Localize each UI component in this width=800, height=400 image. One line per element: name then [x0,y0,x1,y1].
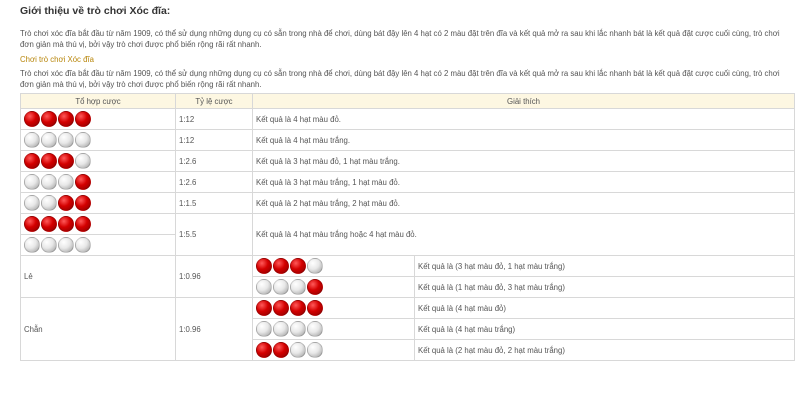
red-ball-icon [75,111,91,127]
explain-cell: Kết quả là (4 hạt màu đỏ) [415,298,795,319]
white-ball-icon [273,279,289,295]
red-ball-icon [41,153,57,169]
table-row-le [21,256,795,277]
odds-cell: 1:2.6 [176,172,253,193]
odds-cell: 1:1.5 [176,193,253,214]
explain-cell: Kết quả là (1 hạt màu đỏ, 3 hạt màu trắng) [415,277,795,298]
explain-cell: Kết quả là (4 hạt màu trắng) [415,319,795,340]
white-ball-icon [24,237,40,253]
explain-cell: Kết quả là 4 hạt màu trắng hoặc 4 hạt màu đỏ. [253,214,795,256]
ball-combo [256,300,411,316]
white-ball-icon [290,342,306,358]
intro-paragraph-2: Trò chơi xóc đĩa bắt đầu từ năm 1909, có thể sử dụng những dụng cụ có sẵn trong nhà để chơi, dùng bát đậy lên 4 hạt có 2 màu đặt trên đĩa và kết quả mở ra sau khi lắc nhanh bát là kết quả đặt cược cuối cùng, trò chơi đơn giản mà thú vị, bởi vậy trò chơi được phổ biến rộng rãi rất nhanh. [20,69,780,89]
ball-combo [24,216,172,232]
ball-combo [256,279,411,295]
table-row [21,130,795,151]
table-row [21,214,795,235]
ball-combo [24,132,172,148]
white-ball-icon [256,321,272,337]
white-ball-icon [58,132,74,148]
explain-cell: Kết quả là (3 hạt màu đỏ, 1 hạt màu trắng) [415,256,795,277]
table-row-chan [21,298,795,319]
white-ball-icon [307,258,323,274]
intro-paragraph: Trò chơi xóc đĩa bắt đầu từ năm 1909, có thể sử dụng những dụng cụ có sẵn trong nhà để chơi, dùng bát đậy lên 4 hạt có 2 màu đặt trên đĩa và kết quả mở ra sau khi lắc nhanh bát là kết quả đặt cược cuối cùng, trò chơi đơn giản mà thú vị, bởi vậy trò chơi được phổ biến rộng rãi rất nhanh. [20,29,780,49]
table-row [21,151,795,172]
table-row [21,193,795,214]
white-ball-icon [307,321,323,337]
red-ball-icon [273,258,289,274]
red-ball-icon [75,174,91,190]
red-ball-icon [24,153,40,169]
col-header-odds: Tỷ lệ cược [176,94,253,109]
white-ball-icon [75,237,91,253]
white-ball-icon [41,237,57,253]
red-ball-icon [24,111,40,127]
white-ball-icon [24,174,40,190]
odds-cell: 1:0.96 [176,298,253,361]
table-row [21,172,795,193]
red-ball-icon [41,216,57,232]
red-ball-icon [41,111,57,127]
red-ball-icon [58,153,74,169]
explain-cell: Kết quả là 4 hạt màu trắng. [253,130,795,151]
ball-combo [256,258,411,274]
white-ball-icon [41,174,57,190]
ball-combo [256,321,411,337]
col-header-explain: Giải thích [253,94,795,109]
explain-cell: Kết quả là (2 hạt màu đỏ, 2 hạt màu trắng) [415,340,795,361]
page-title: Giới thiệu về trò chơi Xóc đĩa: [20,5,171,17]
white-ball-icon [24,195,40,211]
table-row [21,109,795,130]
red-ball-icon [307,300,323,316]
white-ball-icon [307,342,323,358]
section-subheading: Chơi trò chơi Xóc đĩa [20,55,94,64]
white-ball-icon [290,321,306,337]
odds-cell: 1:12 [176,130,253,151]
red-ball-icon [58,216,74,232]
ball-combo [24,111,172,127]
odds-cell: 1:12 [176,109,253,130]
white-ball-icon [41,132,57,148]
white-ball-icon [75,153,91,169]
ball-combo [256,342,411,358]
red-ball-icon [256,342,272,358]
red-ball-icon [24,216,40,232]
white-ball-icon [58,174,74,190]
bet-label-chan: Chẵn [21,298,176,361]
white-ball-icon [290,279,306,295]
white-ball-icon [75,132,91,148]
odds-table [20,93,795,361]
white-ball-icon [41,195,57,211]
ball-combo [24,174,172,190]
red-ball-icon [58,195,74,211]
explain-cell: Kết quả là 2 hạt màu trắng, 2 hạt màu đỏ. [253,193,795,214]
red-ball-icon [256,300,272,316]
ball-combo [24,195,172,211]
white-ball-icon [256,279,272,295]
red-ball-icon [307,279,323,295]
col-header-combo: Tổ hợp cược [21,94,176,109]
red-ball-icon [75,195,91,211]
white-ball-icon [58,237,74,253]
explain-cell: Kết quả là 4 hạt màu đỏ. [253,109,795,130]
red-ball-icon [290,300,306,316]
bet-label-le: Lẻ [21,256,176,298]
white-ball-icon [24,132,40,148]
ball-combo [24,237,172,253]
white-ball-icon [273,321,289,337]
red-ball-icon [273,300,289,316]
red-ball-icon [273,342,289,358]
red-ball-icon [256,258,272,274]
red-ball-icon [58,111,74,127]
explain-cell: Kết quả là 3 hạt màu đỏ, 1 hạt màu trắng. [253,151,795,172]
explain-cell: Kết quả là 3 hạt màu trắng, 1 hạt màu đỏ. [253,172,795,193]
odds-cell: 1:2.6 [176,151,253,172]
odds-cell: 1:5.5 [176,214,253,256]
odds-cell: 1:0.96 [176,256,253,298]
red-ball-icon [75,216,91,232]
ball-combo [24,153,172,169]
red-ball-icon [290,258,306,274]
